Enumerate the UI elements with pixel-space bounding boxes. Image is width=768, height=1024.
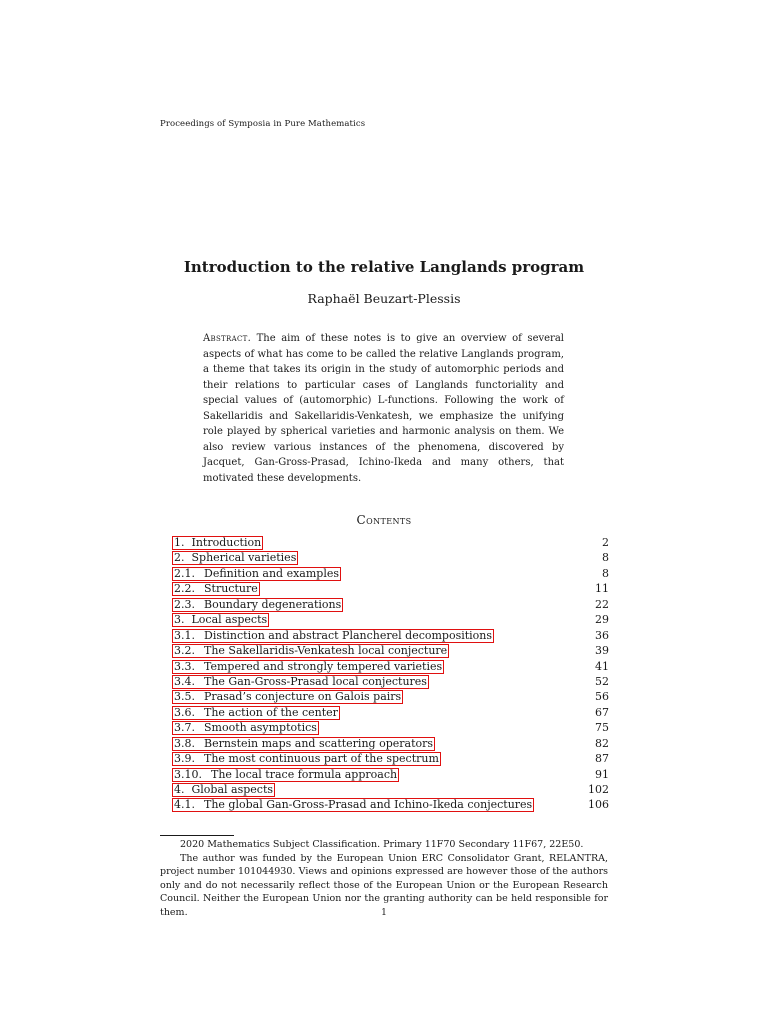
toc-entry <box>172 613 609 628</box>
toc-link[interactable] <box>172 613 269 627</box>
toc-entry-number: 3.7. <box>174 721 195 735</box>
toc-entry <box>172 752 609 767</box>
toc-entry <box>172 644 609 659</box>
toc-entry-title: Smooth asymptotics <box>204 721 317 735</box>
toc-link[interactable] <box>172 768 399 782</box>
toc-entry <box>172 660 609 675</box>
toc-page-number: 39 <box>595 644 609 658</box>
toc-entry <box>172 551 609 566</box>
toc-link[interactable] <box>172 721 319 735</box>
toc-entry <box>172 798 609 813</box>
toc-entry <box>172 598 609 613</box>
toc-page-number: 11 <box>595 582 609 596</box>
toc-entry-number: 3.3. <box>174 659 195 673</box>
toc-link[interactable] <box>172 567 341 581</box>
toc-link[interactable] <box>172 690 403 704</box>
toc-page-number: 56 <box>595 690 609 704</box>
toc-link[interactable] <box>172 675 429 689</box>
toc-entry-title: Introduction <box>191 536 262 549</box>
toc-page-number: 8 <box>602 566 609 580</box>
toc-entry-number: 3.8. <box>174 736 195 750</box>
toc-entry-title: Tempered and strongly tempered varieties <box>204 659 443 673</box>
toc-entry <box>172 690 609 705</box>
toc-entry <box>172 629 609 644</box>
toc-entry-title: Bernstein maps and scattering operators <box>204 736 434 750</box>
toc-link[interactable] <box>172 629 494 643</box>
toc-entry-number: 3.6. <box>174 705 195 719</box>
toc-link[interactable] <box>172 582 260 596</box>
toc-entry-title: The action of the center <box>204 705 338 719</box>
toc-link[interactable] <box>172 752 441 766</box>
toc-entry-number: 3.5. <box>174 690 195 704</box>
footnote-msc: 2020 Mathematics Subject Classification. Primary 11F70 Secondary 11F67, 22E50. <box>180 839 584 850</box>
abstract-heading: Abstract. <box>203 333 252 344</box>
toc-link[interactable] <box>172 737 435 751</box>
toc-entry-number: 3. <box>174 613 185 627</box>
toc-entry-number: 4.1. <box>174 798 195 812</box>
toc-entry-number: 2.1. <box>174 566 195 580</box>
toc-entry-title: The global Gan-Gross-Prasad and Ichino-Ikeda conjectures <box>204 798 533 812</box>
toc-entry <box>172 721 609 736</box>
toc-page-number: 22 <box>595 597 609 611</box>
toc-entry-number: 4. <box>174 783 185 796</box>
toc-page-number: 87 <box>595 752 609 766</box>
toc-entry <box>172 536 609 551</box>
toc-link[interactable] <box>172 536 263 550</box>
page-number: 1 <box>381 908 387 918</box>
contents-heading: Contents <box>356 513 412 527</box>
toc-entry <box>172 706 609 721</box>
toc-page-number: 102 <box>588 783 609 796</box>
toc-entry <box>172 675 609 690</box>
toc-entry-number: 2. <box>174 551 185 565</box>
author-name: Raphaël Beuzart-Plessis <box>307 291 461 306</box>
toc-entry <box>172 783 609 798</box>
toc-entry-title: The Gan-Gross-Prasad local conjectures <box>204 674 427 688</box>
toc-page-number: 8 <box>602 551 609 565</box>
toc-link[interactable] <box>172 783 275 797</box>
toc-entry <box>172 582 609 597</box>
toc-entry-title: Distinction and abstract Plancherel decompositions <box>204 628 493 642</box>
footnote-rule <box>160 835 234 836</box>
toc-page-number: 67 <box>595 705 609 719</box>
toc-entry <box>172 567 609 582</box>
toc-entry-number: 3.10. <box>174 767 202 781</box>
toc-entry <box>172 737 609 752</box>
toc-link[interactable] <box>172 598 343 612</box>
toc-entry-title: The most continuous part of the spectrum <box>204 752 439 766</box>
abstract-text: The aim of these notes is to give an overview of several aspects of what has come to be called the relative Langlands program, a theme that takes its origin in the study of automorphic periods and their relations to particular cases of Langlands functoriality and special values of (automorphic) L-functions. Following the work of Sakellaridis and Sakellaridis-Venkatesh, we emphasize the unifying role played by spherical varieties and harmonic analysis on them. We also review various instances of the phenomena, discovered by Jacquet, Gan-Gross-Prasad, Ichino-Ikeda and many others, that motivated these developments. <box>203 333 564 484</box>
toc-entry-number: 2.2. <box>174 582 195 596</box>
toc-link[interactable] <box>172 706 340 720</box>
toc-page-number: 75 <box>595 721 609 735</box>
toc-page-number: 41 <box>595 659 609 673</box>
toc-entry-number: 3.2. <box>174 644 195 658</box>
toc-link[interactable] <box>172 551 298 565</box>
toc-entry <box>172 768 609 783</box>
toc-entry-number: 2.3. <box>174 597 195 611</box>
toc-link[interactable] <box>172 660 444 674</box>
toc-page-number: 91 <box>595 767 609 781</box>
toc-entry-number: 3.9. <box>174 752 195 766</box>
toc-page-number: 29 <box>595 613 609 627</box>
toc-entry-title: Local aspects <box>191 613 268 627</box>
toc-page-number: 106 <box>588 798 609 812</box>
paper-title: Introduction to the relative Langlands program <box>183 258 585 276</box>
running-head: Proceedings of Symposia in Pure Mathematics <box>160 119 366 129</box>
toc-entry-number: 1. <box>174 536 185 549</box>
toc-page-number: 36 <box>595 628 609 642</box>
toc-page-number: 52 <box>595 674 609 688</box>
toc-entry-title: Definition and examples <box>204 566 340 580</box>
toc-entry-title: The local trace formula approach <box>211 767 398 781</box>
toc-entry-number: 3.1. <box>174 628 195 642</box>
toc-page-number: 82 <box>595 736 609 750</box>
toc-entry-title: Boundary degenerations <box>204 597 342 611</box>
footnote-funding: The author was funded by the European Union ERC Consolidator Grant, RELANTRA, project number 101044930. Views and opinions expressed are however those of the authors only and do not necessarily reflect those of the European Union or the European Research Council. Neither the European Union nor the granting authority can be held responsible for them. <box>160 852 608 918</box>
toc-link[interactable] <box>172 798 534 812</box>
table-of-contents <box>172 536 609 814</box>
abstract <box>203 331 564 486</box>
toc-entry-title: Spherical varieties <box>191 551 297 565</box>
toc-link[interactable] <box>172 644 449 658</box>
toc-entry-number: 3.4. <box>174 674 195 688</box>
toc-entry-title: The Sakellaridis-Venkatesh local conjecture <box>204 644 448 658</box>
toc-entry-title: Structure <box>204 582 258 596</box>
toc-entry-title: Global aspects <box>191 783 274 796</box>
toc-page-number: 2 <box>602 536 609 549</box>
toc-entry-title: Prasad’s conjecture on Galois pairs <box>204 690 402 704</box>
